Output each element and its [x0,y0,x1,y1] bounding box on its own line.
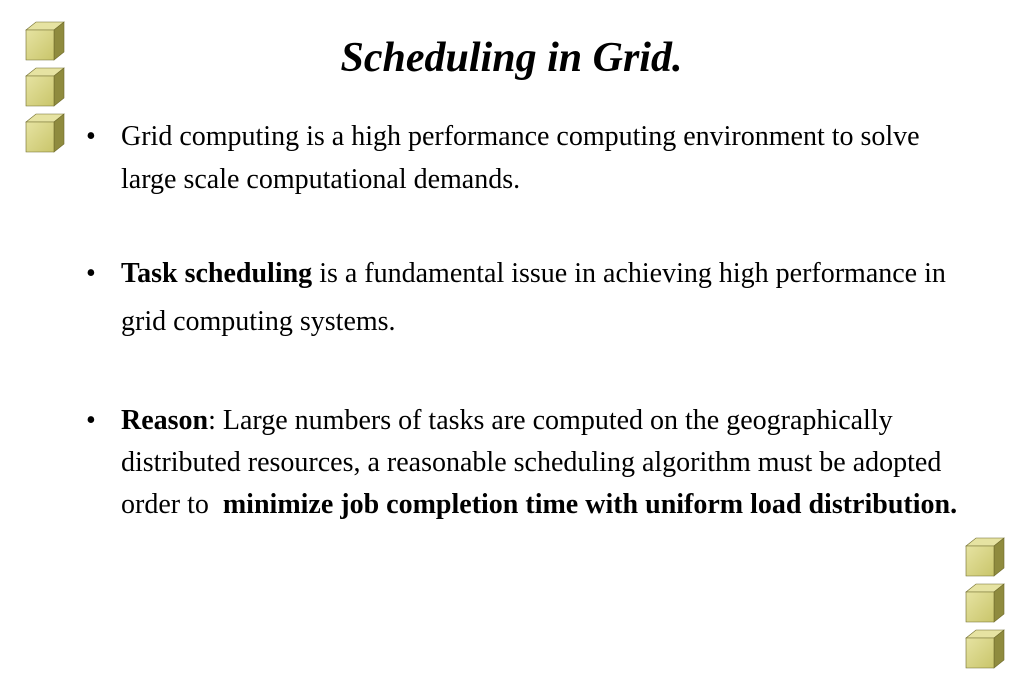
slide-title: Scheduling in Grid. [340,35,683,81]
bullet-item-reason [80,400,960,526]
bullet-list [80,115,960,526]
bullet-item-grid-computing [80,115,960,201]
gold-cube-icon [964,628,1006,670]
gold-cube-icon [24,112,66,154]
bullet-item-task-scheduling [80,250,960,346]
bullet-bold-lead: Task scheduling [121,258,313,289]
bullet-bold-tail: minimize job completion time with uniform load distribution. [222,489,958,520]
gold-cube-icon [24,66,66,108]
gold-cube-icon [24,20,66,62]
gold-cube-icon [964,582,1006,624]
gold-cube-icon [964,536,1006,578]
bullet-bold-lead: Reason [121,405,209,436]
bullet-text: : Large numbers of tasks are computed on the geographically distributed resources, a reasonable scheduling algorithm must be adopted order to [121,405,949,520]
bullet-text: Grid computing is a high performance computing environment to solve large scale computational demands. [121,121,920,195]
bullet-text: is a fundamental issue in achieving high performance in grid computing systems. [121,258,946,337]
